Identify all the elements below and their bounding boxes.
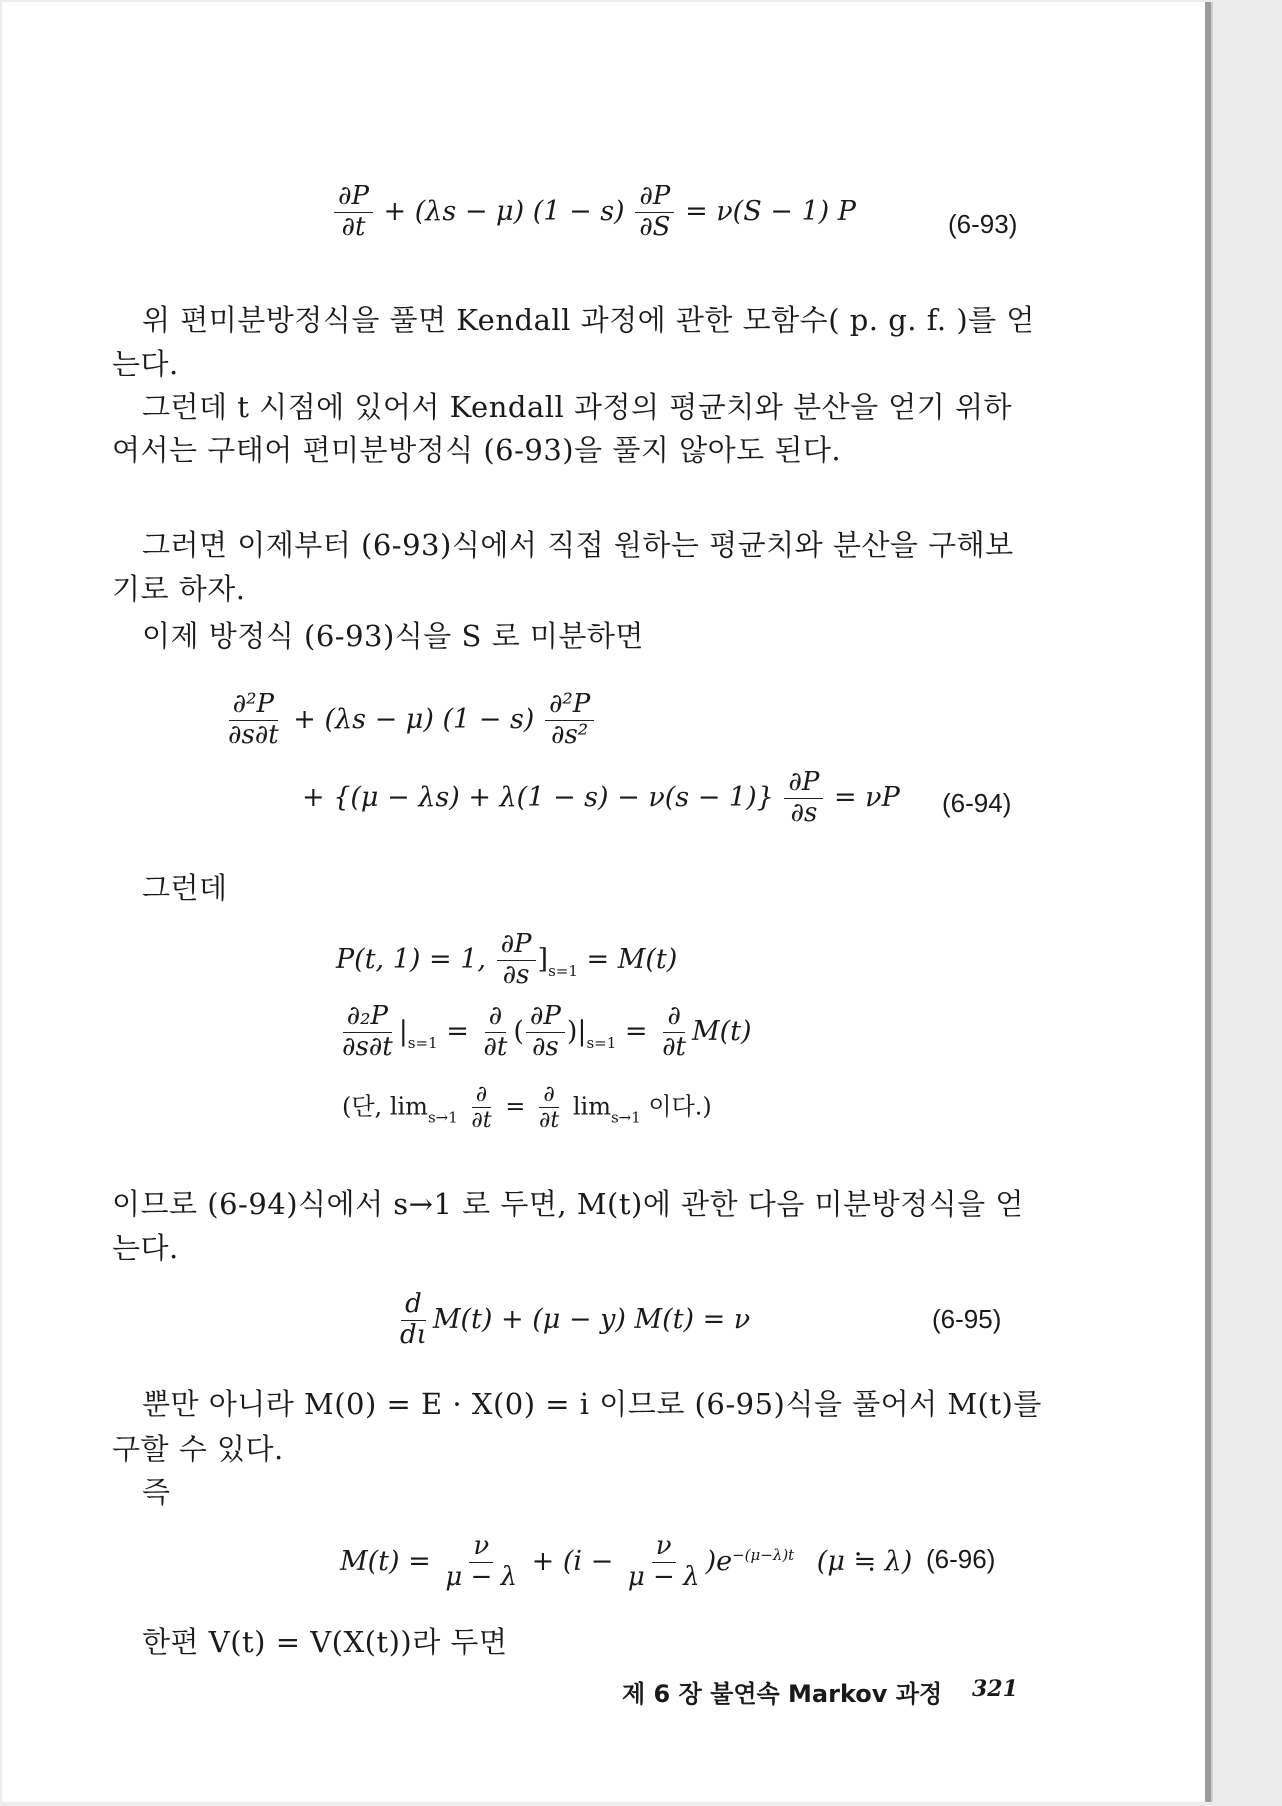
- paragraph-line: 위 편미분방정식을 풀면 Kendall 과정에 관한 모함수( p. g. f. )를 얻: [142, 303, 1035, 337]
- condition-line-2: $\frac{\text{∂₂P}}{\partial s\partial t}$ $|_{s=1}$ = $\frac{\partial}{\partial t}$ ( $\frac{\partial P}{\partial s}$ )$|_{s=1}$ = $\frac{\partial}{\partial t}$ M(t): [342, 1001, 752, 1062]
- running-footer: 제 6 장 불연속 Markov 과정: [622, 1680, 943, 1708]
- paragraph-line: 그런데: [142, 871, 228, 905]
- paragraph-line: 즉: [142, 1475, 171, 1509]
- paragraph-line: 여서는 구태어 편미분방정식 (6-93)을 풀지 않아도 된다.: [112, 433, 842, 467]
- document-page: [2, 2, 1211, 1802]
- paragraph-line: 한편 V(t) = V(X(t))라 두면: [142, 1625, 508, 1659]
- paragraph-line: 이므로 (6-94)식에서 s→1 로 두면, M(t)에 관한 다음 미분방정식을 얻: [112, 1187, 1024, 1221]
- equation-number-6-93: (6-93): [948, 209, 1018, 239]
- paragraph-line: 기로 하자.: [112, 572, 246, 606]
- equation-6-95: $\frac{d}{d\iota}$ M(t) + (μ − y) M(t) = ν: [400, 1289, 751, 1350]
- equation-6-96: M(t) = $\frac{\nu}{\mu - \lambda}$ + (i − $\frac{\nu}{\mu - \lambda}$ )$e^{-(\mu-\lambda)t}$ (μ ≒ λ): [340, 1531, 913, 1592]
- equation-number-6-95: (6-95): [932, 1304, 1002, 1334]
- paragraph-line: 그러면 이제부터 (6-93)식에서 직접 원하는 평균치와 분산을 구해보: [142, 528, 1014, 562]
- paragraph-line: 구할 수 있다.: [112, 1432, 284, 1466]
- equation-6-94-line1: $\frac{\text{∂²P}}{\partial s\partial t}$ + (λs − μ) (1 − s) $\frac{\text{∂²P}}{\text{∂s²}}$: [222, 690, 596, 751]
- paragraph-line: 이제 방정식 (6-93)식을 S 로 미분하면: [142, 619, 644, 653]
- paragraph-line: 는다.: [112, 1231, 179, 1265]
- equation-number-6-96: (6-96): [926, 1544, 996, 1574]
- equation-6-94-line2: + {(μ − λs) + λ(1 − s) − ν(s − 1)} $\frac{\partial P}{\partial s}$ = νP: [302, 767, 900, 828]
- paragraph-line: 그런데 t 시점에 있어서 Kendall 과정의 평균치와 분산을 얻기 위하: [142, 390, 1013, 424]
- page-number: 321: [972, 1676, 1018, 1702]
- paragraph-line: 는다.: [112, 347, 179, 381]
- condition-line-1: P(t, 1) = 1, $\frac{\partial P}{\partial s}$ ]$_{s=1} = M(t)$: [336, 929, 678, 990]
- equation-6-93: $\frac{\partial P}{\partial t}$ + (λs − μ) (1 − s) $\frac{\partial P}{\partial S}$ = ν(S − 1) P: [332, 182, 856, 243]
- condition-note: (단, $\lim_{s\to 1}$ $\frac{\partial}{\partial t}$ = $\frac{\partial}{\partial t}$ $\lim_{s\to 1}$ 이다.): [342, 1082, 712, 1134]
- paragraph-line: 뿐만 아니라 M(0) = E · X(0) = i 이므로 (6-95)식을 풀어서 M(t)를: [142, 1387, 1042, 1421]
- equation-number-6-94: (6-94): [942, 788, 1012, 818]
